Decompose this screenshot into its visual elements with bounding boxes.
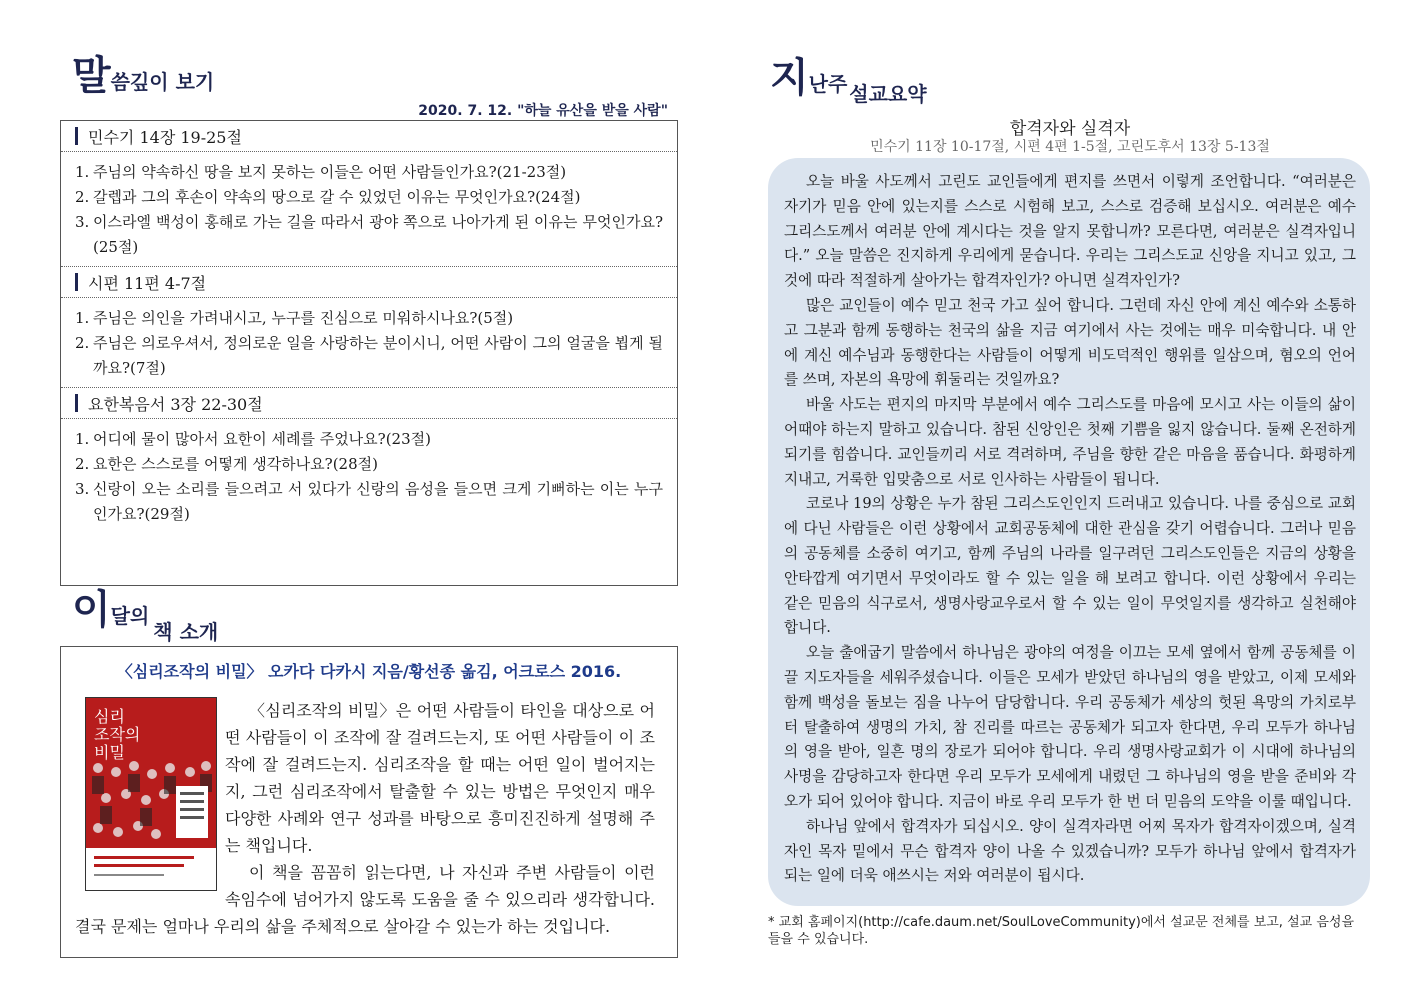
footnote-mark: * xyxy=(768,915,775,930)
sermon-paragraph: 코로나 19의 상황은 누가 참된 그리스도인인지 드러내고 있습니다. 나를 중심으로 교회에 다닌 사람들은 이런 상황에서 교회공동체에 대한 관심을 갖기 어렵습니다. 그러나 믿음의 공동체를 소중히 여기고, 함께 주님의 나라를 일구려던 그리스도인들은 지금의 상황을 안타깝게 여기면서 무엇이라도 할 수 있는 일을 해 보려고 합니다. 이런 상황에서 우리는 같은 믿음의 식구로서, 생명사랑교우로서 할 수 있는 일이 무엇일지를 생각하고 실천해야 합니다. xyxy=(784,495,1356,637)
list-item: 2. 갈렙과 그의 후손이 약속의 땅으로 갈 수 있었던 이유는 무엇인가요?(24절) xyxy=(75,188,581,206)
section-title: 요한복음서 3장 22-30절 xyxy=(88,394,263,414)
sermon-paragraph: 하나님 앞에서 합격자가 되십시오. 양이 실격자라면 어찌 목자가 합격자이겠으며, 실격자인 목자 밑에서 무슨 합격자 양이 나올 수 있겠습니까? 모두가 하나님 앞에서 합격자가 되는 일에 더욱 애쓰시는 저와 여러분이 됩시다. xyxy=(784,817,1356,885)
right-heading xyxy=(770,55,927,106)
heading-rest: 설교요약 xyxy=(849,82,927,106)
sermon-summary xyxy=(768,158,1370,906)
heading-rest: 씀깊이 보기 xyxy=(110,70,215,94)
section-header xyxy=(61,388,677,419)
heading-rest: 책 소개 xyxy=(153,620,219,644)
heading-initial: 말 xyxy=(72,53,111,99)
sermon-paragraph: 바울 사도는 편지의 마지막 부분에서 예수 그리스도를 마음에 모시고 사는 이들의 삶이 어때야 하는지 말하고 있습니다. 참된 신앙인은 첫째 기쁨을 잃지 않습니다. 둘째 온전하게 되기를 힘씁니다. 교인들끼리 서로 격려하며, 주님을 향한 같은 마음을 품습니다. 화평하게 지내고, 거룩한 입맞춤으로 서로 인사하는 사람들이 됩니다. xyxy=(784,396,1356,488)
list-item: 3. 이스라엘 백성이 홍해로 가는 길을 따라서 광야 쪽으로 나아가게 된 이유는 무엇인가요?(25절) xyxy=(75,213,663,256)
question-list xyxy=(61,419,677,533)
date-line: 2020. 7. 12. "하늘 유산을 받을 사람" xyxy=(418,103,668,119)
section-header xyxy=(61,121,677,152)
heading-initial: 지 xyxy=(770,55,809,101)
footnote-text: 교회 홈페이지(http://cafe.daum.net/SoulLoveCommunity)에서 설교문 전체를 보고, 설교 음성을 들을 수 있습니다. xyxy=(768,915,1354,947)
heading-mid: 달의 xyxy=(110,604,150,628)
questions-box xyxy=(60,120,678,586)
book-title: 〈심리조작의 비밀〉 오카다 다카시 지음/황선종 옮김, 어크로스 2016. xyxy=(116,662,622,681)
list-item: 1. 주님의 약속하신 땅을 보지 못하는 이들은 어떤 사람들인가요?(21-23절) xyxy=(75,163,567,181)
book-heading xyxy=(72,587,219,644)
question-list xyxy=(61,152,677,267)
question-list xyxy=(61,298,677,388)
book-description xyxy=(75,697,655,940)
book-box xyxy=(60,646,678,958)
heading-initial: 이 xyxy=(72,587,111,633)
sermon-paragraph: 오늘 바울 사도께서 고린도 교인들에게 편지를 쓰면서 이렇게 조언합니다. “여러분은 자기가 믿음 안에 있는지를 스스로 시험해 보고, 스스로 검증해 보십시오. 여러분은 예수 그리스도께서 여러분 안에 계시다는 것을 알지 못합니까? 모른다면, 여러분은 실격자입니다.” 오늘 말씀은 진지하게 우리에게 묻습니다. 우리는 그리스도교 신앙을 지니고 있고, 그것에 따라 적절하게 살아가는 합격자인가? 아니면 실격자인가? xyxy=(784,173,1356,290)
section-title: 시편 11편 4-7절 xyxy=(88,273,207,293)
left-heading xyxy=(72,53,215,99)
list-item: 1. 주님은 의인을 가려내시고, 누구를 진심으로 미워하시나요?(5절) xyxy=(75,309,514,327)
section-title: 민수기 14장 19-25절 xyxy=(88,127,242,147)
sermon-title: 합격자와 실격자 xyxy=(1009,119,1131,139)
sermon-paragraph: 오늘 출애굽기 말씀에서 하나님은 광야의 여정을 이끄는 모세 옆에서 함께 공동체를 이끌 지도자들을 세워주셨습니다. 이들은 모세가 받았던 하나님의 영을 받았고, 이제 모세와 함께 백성을 돌보는 짐을 나누어 담당합니다. 우리 공동체가 세상의 헛된 욕망의 가치로부터 탈출하여 생명의 가치, 참 진리를 따르는 공동체가 되고자 한다면, 우리 모두가 하나님의 영을 받아, 일흔 명의 장로가 되어야 합니다. 우리 생명사랑교회가 이 시대에 하나님의 사명을 감당하고자 한다면 우리 모두가 모세에게 내렸던 그 하나님의 영을 받을 준비와 각오가 되어 있어야 합니다. 지금이 바로 우리 모두가 한 번 더 믿음의 도약을 이룰 때입니다. xyxy=(784,644,1356,810)
list-item: 3. 신랑이 오는 소리를 들으려고 서 있다가 신랑의 음성을 들으면 크게 기뻐하는 이는 누구인가요?(29절) xyxy=(75,480,663,523)
book-paragraph: 이 책을 꼼꼼히 읽는다면, 나 자신과 주변 사람들이 이런 속임수에 넘어가지 않도록 도움을 줄 수 있으리라 생각합니다. 결국 문제는 얼마나 우리의 삶을 주체적으로 살아갈 수 있는가 하는 것입니다. xyxy=(75,863,655,936)
list-item: 2. 요한은 스스로를 어떻게 생각하나요?(28절) xyxy=(75,455,378,473)
sermon-reference: 민수기 11장 10-17절, 시편 4편 1-5절, 고린도후서 13장 5-13절 xyxy=(870,139,1270,155)
cover-title: 심리 조작의 비밀 xyxy=(94,707,141,762)
book-paragraph: 〈심리조작의 비밀〉은 어떤 사람들이 타인을 대상으로 어떤 사람들이 이 조작에 잘 걸려드는지, 또 어떤 사람들이 이 조작에 잘 걸려드는지. 심리조작을 할 때는 어떤 일이 벌어지는지, 그런 심리조작에서 탈출할 수 있는 방법은 무엇인지 매우 다양한 사례와 연구 성과를 바탕으로 흥미진진하게 설명해 주는 책입니다. xyxy=(225,701,655,855)
section-header xyxy=(61,267,677,298)
list-item: 2. 주님은 의로우셔서, 정의로운 일을 사랑하는 분이시니, 어떤 사람이 그의 얼굴을 뵙게 될까요?(7절) xyxy=(75,334,663,377)
list-item: 1. 어디에 물이 많아서 요한이 세례를 주었나요?(23절) xyxy=(75,430,431,448)
heading-mid: 난주 xyxy=(808,72,848,96)
footnote xyxy=(768,914,1368,948)
sermon-paragraph: 많은 교인들이 예수 믿고 천국 가고 싶어 합니다. 그런데 자신 안에 계신 예수와 소통하고 그분과 함께 동행하는 천국의 삶을 지금 여기에서 사는 것에는 매우 미숙합니다. 내 안에 계신 예수님과 동행한다는 사람들이 어떻게 비도덕적인 행위를 일삼으며, 혐오의 언어를 쓰며, 자본의 욕망에 휘둘리는 것일까요? xyxy=(784,296,1356,389)
